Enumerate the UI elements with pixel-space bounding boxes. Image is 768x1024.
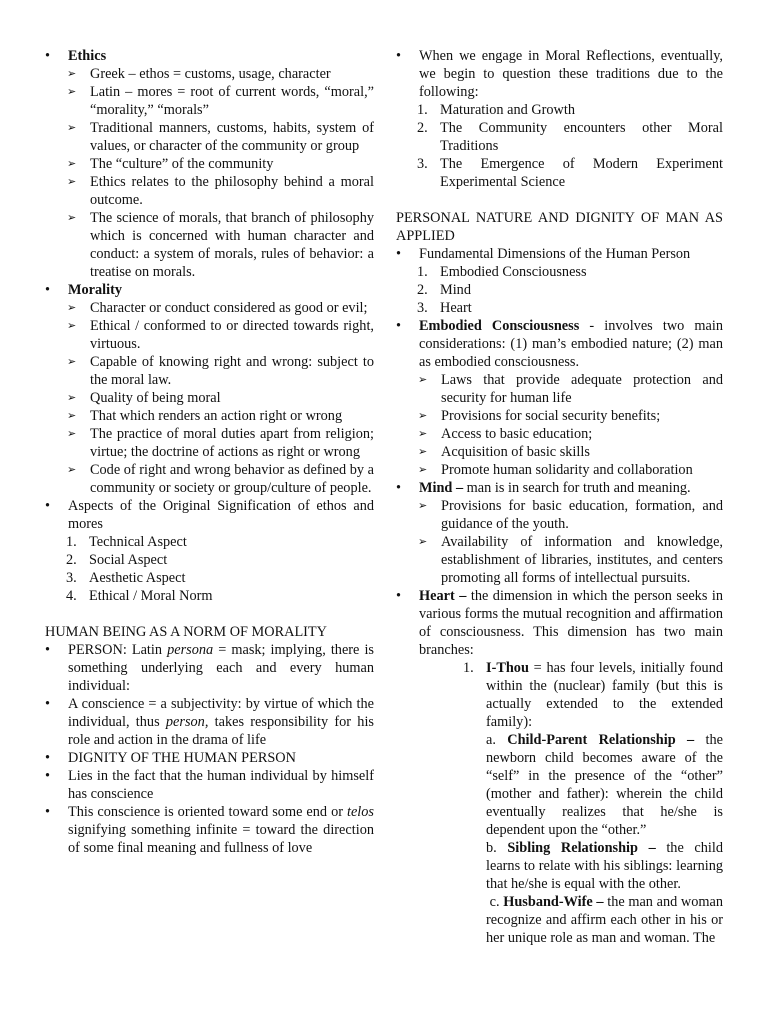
ethics-item: ➢ Greek – ethos = customs, usage, character bbox=[67, 65, 374, 83]
ethics-list bbox=[45, 65, 374, 281]
heart-section bbox=[396, 587, 723, 659]
embodied-provision: ➢ Provisions for social security benefits; bbox=[418, 407, 723, 425]
fundamental-text: • Fundamental Dimensions of the Human Person bbox=[396, 245, 723, 263]
ethics-item: ➢ Ethics relates to the philosophy behind a moral outcome. bbox=[67, 173, 374, 209]
morality-section bbox=[45, 281, 374, 299]
morality-item: ➢ The practice of moral duties apart from religion; virtue; the doctrine of actions as right or wrong bbox=[67, 425, 374, 461]
aspect-item: 1. Technical Aspect bbox=[66, 534, 187, 550]
human-being-heading: HUMAN BEING AS A NORM OF MORALITY bbox=[45, 624, 327, 640]
reflection-item: 3. The Emergence of Modern Experiment Experimental Science bbox=[417, 156, 723, 190]
ethics-heading-item bbox=[45, 47, 374, 65]
mind-provision: ➢ Provisions for basic education, formation, and guidance of the youth. bbox=[418, 497, 723, 533]
morality-item: ➢ Character or conduct considered as good or evil; bbox=[67, 299, 374, 317]
embodied-provision: ➢ Access to basic education; bbox=[418, 425, 723, 443]
conscience-item: • A conscience = a subjectivity: by virtue of which the individual, thus person, takes responsibility for his role and action in the drama of life bbox=[45, 695, 374, 749]
morality-item: ➢ Quality of being moral bbox=[67, 389, 374, 407]
morality-item: ➢ Ethical / conformed to or directed towards right, virtuous. bbox=[67, 317, 374, 353]
ethics-item: ➢ Latin – mores = root of current words, “moral,” “morality,” “morals” bbox=[67, 83, 374, 119]
aspect-item: 3. Aesthetic Aspect bbox=[66, 570, 186, 586]
morality-item: ➢ Capable of knowing right and wrong: subject to the moral law. bbox=[67, 353, 374, 389]
morality-item: ➢ That which renders an action right or wrong bbox=[67, 407, 374, 425]
aspects-text: • Aspects of the Original Signification of ethos and mores bbox=[45, 497, 374, 533]
ethics-item: ➢ Traditional manners, customs, habits, system of values, or character of the community or group bbox=[67, 119, 374, 155]
mind-item: • Mind – man is in search for truth and meaning. bbox=[396, 479, 723, 497]
embodied-provision: ➢ Laws that provide adequate protection and security for human life bbox=[418, 371, 723, 407]
reflections-text: • When we engage in Moral Reflections, eventually, we begin to question these traditions due to the following: bbox=[396, 47, 723, 101]
child-parent-label: a. bbox=[486, 732, 496, 748]
dimension-item: 1. Embodied Consciousness bbox=[417, 264, 587, 280]
oriented-item: • This conscience is oriented toward some end or telos signifying something infinite = toward the direction of some final meaning and fullness of love bbox=[45, 803, 374, 857]
embodied-item: • Embodied Consciousness - involves two main considerations: (1) man’s embodied nature; (2) man as embodied consciousness. bbox=[396, 317, 723, 371]
mind-provision: ➢ Availability of information and knowledge, establishment of libraries, institutes, and centers promoting all forms of intellectual pursuits. bbox=[418, 533, 723, 587]
dimension-item: 2. Mind bbox=[417, 282, 471, 298]
lies-item: • Lies in the fact that the human individual by himself has conscience bbox=[45, 767, 374, 803]
dimension-item: 3. Heart bbox=[417, 300, 472, 316]
morality-heading-item bbox=[45, 281, 374, 299]
aspect-item: 4. Ethical / Moral Norm bbox=[66, 588, 213, 604]
human-being-list bbox=[45, 641, 374, 857]
morality-title: Morality bbox=[68, 282, 122, 298]
heart-item: • Heart – the dimension in which the person seeks in various forms the mutual recognition and affirmation of consciousness. This dimension has two main branches: bbox=[396, 587, 723, 659]
ethics-item: ➢ The science of morals, that branch of philosophy which is concerned with human character and conduct: a system of morals, rules of behavior: a treatise on morals. bbox=[67, 209, 374, 281]
husband-wife-label: c. bbox=[489, 894, 500, 910]
right-column bbox=[396, 47, 723, 947]
ethics-section bbox=[45, 47, 374, 65]
mind-section bbox=[396, 479, 723, 497]
sibling-label: b. bbox=[486, 840, 497, 856]
embodied-list bbox=[396, 371, 723, 479]
person-item: • PERSON: Latin persona = mask; implying, there is something underlying each and every human individual: bbox=[45, 641, 374, 695]
aspects-list bbox=[45, 533, 374, 605]
morality-item: ➢ Code of right and wrong behavior as defined by a community or society or group/culture of people. bbox=[67, 461, 374, 497]
reflections-section bbox=[396, 47, 723, 101]
reflections-list bbox=[396, 101, 723, 191]
reflection-item: 2. The Community encounters other Moral Traditions bbox=[417, 120, 723, 154]
ethics-title: Ethics bbox=[68, 48, 107, 64]
dimensions-list bbox=[396, 263, 723, 317]
left-column bbox=[45, 47, 374, 857]
mind-list bbox=[396, 497, 723, 587]
aspect-item: 2. Social Aspect bbox=[66, 552, 168, 568]
reflection-item: 1. Maturation and Growth bbox=[417, 102, 575, 118]
embodied-provision: ➢ Promote human solidarity and collaboration bbox=[418, 461, 723, 479]
i-thou-item: 1. I-Thou = has four levels, initially found within the (nuclear) family (but this is actually extended to the extended family): a. Child-Parent Relationship – the newborn child becomes aware of the “self” in the presence of the “other” (mother and father): wherein the child eventually realizes that he/she is dependent upon the “other.” b. Sibling Relationship – the child learns to relate with his siblings: learning that he/she is equal with the other. c. Husband-Wife – the man and woman recognize and affirm each other in his or her unique role as man and woman. The bbox=[463, 660, 724, 946]
morality-list bbox=[45, 299, 374, 497]
aspects-section bbox=[45, 497, 374, 533]
embodied-provision: ➢ Acquisition of basic skills bbox=[418, 443, 723, 461]
fundamental-section bbox=[396, 245, 723, 263]
dignity-item: • DIGNITY OF THE HUMAN PERSON bbox=[45, 749, 374, 767]
personal-nature-heading: PERSONAL NATURE AND DIGNITY OF MAN AS APPLIED bbox=[396, 210, 723, 244]
embodied-section bbox=[396, 317, 723, 371]
ethics-item: ➢ The “culture” of the community bbox=[67, 155, 374, 173]
